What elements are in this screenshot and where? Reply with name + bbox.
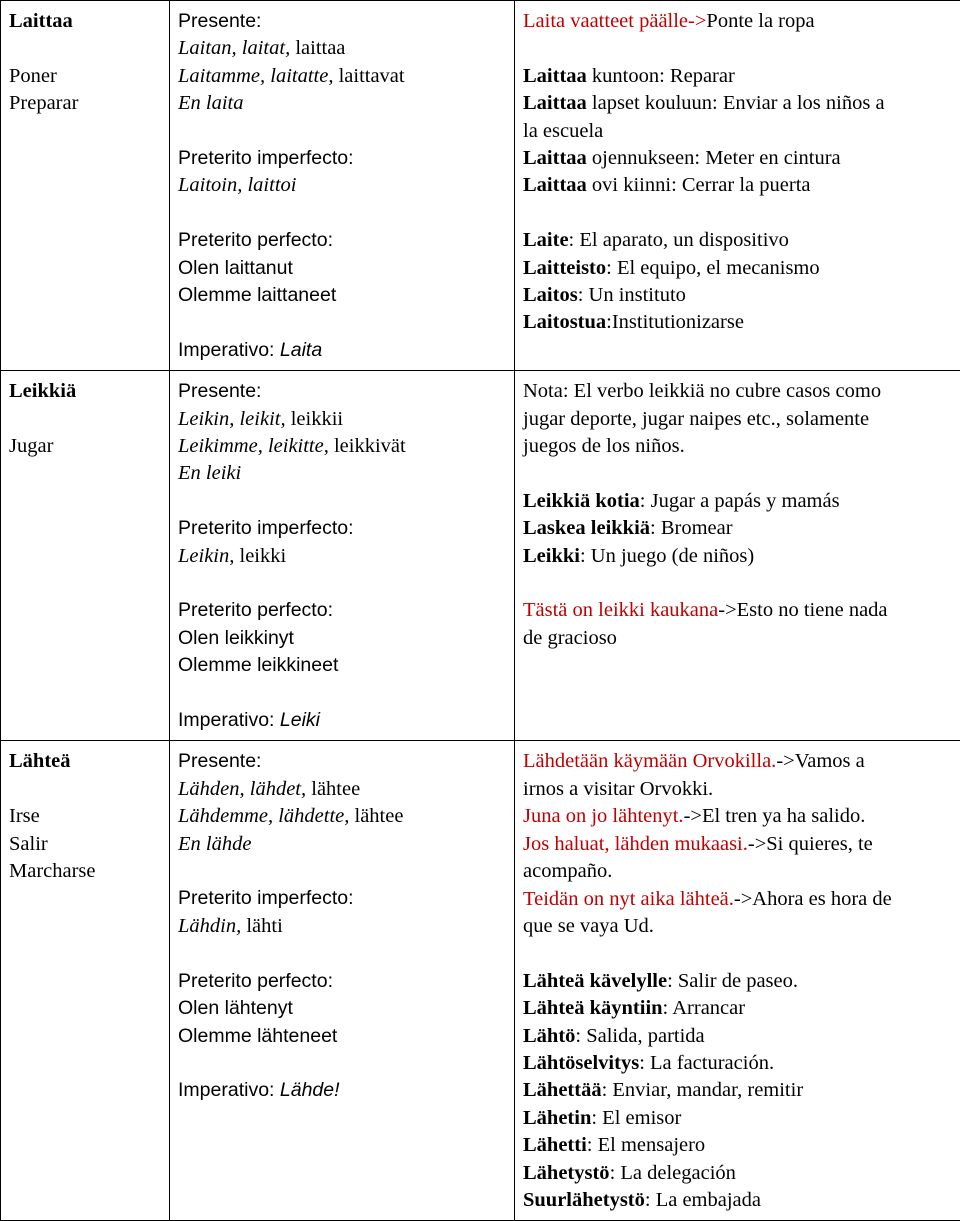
word-cell [1,741,170,1221]
note-text: juegos de los niños. [523,433,952,460]
conj-form: En laita [178,90,506,117]
tense-label: Imperativo: [178,709,274,731]
conj-form: En lähde [178,831,506,858]
term: Lähtöselvitys [523,1052,639,1074]
conj-form: Lähdin, [178,915,241,937]
conj-form: Laitamme, laitatte, [178,65,333,87]
conj-form: Leikimme, leikitte, [178,435,329,457]
definition: : La embajada [645,1189,761,1211]
term: Laittaa [523,147,587,169]
term: Leikki [523,545,580,567]
definition: : Bromear [650,517,733,539]
conj-form: Olen lähtenyt [178,995,506,1022]
example-phrase: Laita vaatteet päälle-> [523,10,706,32]
definition: : Un instituto [578,284,686,306]
notes-cell [515,371,960,741]
conj-form: Olemme laittaneet [178,282,506,309]
conj-form: Lähdemme, lähdette, [178,805,349,827]
word-cell [1,1,170,371]
term: Laittaa [523,174,587,196]
example-phrase: Lähdetään käymään Orvokilla. [523,750,776,772]
definition: la escuela [523,118,952,145]
tense-label: Preterito perfecto: [178,227,506,254]
definition: ovi kiinni: Cerrar la puerta [587,174,811,196]
term: Lähteä käyntiin [523,997,663,1019]
verb-term: Leikkiä [9,378,161,405]
example-translation: ->El tren ya ha salido. [684,805,866,827]
conjugation-cell [170,741,515,1221]
term: Lähteä kävelylle [523,970,667,992]
table-row [1,371,960,741]
conj-form: Olemme lähteneet [178,1023,506,1050]
term: Lähetystö [523,1162,610,1184]
definition: kuntoon: Reparar [587,65,735,87]
verb-meaning: Salir [9,831,161,858]
example-translation: ->Vamos a [776,750,864,772]
tense-label: Preterito imperfecto: [178,885,506,912]
conj-form: lähtee [349,805,403,827]
definition: :Institutionizarse [606,311,744,333]
conj-form: laittaa [290,37,345,59]
conj-form: lähti [241,915,283,937]
conj-form: Leiki [280,709,320,731]
tense-label: Imperativo: [178,1079,274,1101]
conjugation-cell [170,371,515,741]
verb-meaning: Preparar [9,90,161,117]
definition: : Salir de paseo. [667,970,798,992]
verb-term: Laittaa [9,8,161,35]
verb-meaning: Poner [9,63,161,90]
conj-form: leikki [234,545,286,567]
notes-cell [515,741,960,1221]
conj-form: Laitoin, laittoi [178,174,296,196]
conj-form: Leikin, leikit, [178,408,286,430]
term: Lähettää [523,1079,602,1101]
term: Laittaa [523,92,587,114]
example-translation: acompaño. [523,858,952,885]
conjugation-cell [170,1,515,371]
term: Lähetin [523,1107,591,1129]
definition: : El aparato, un dispositivo [569,229,789,251]
definition: : Jugar a papás y mamás [640,490,840,512]
notes-cell [515,1,960,371]
tense-label: Preterito imperfecto: [178,515,506,542]
example-translation: que se vaya Ud. [523,913,952,940]
example-phrase: Jos haluat, lähden mukaasi. [523,833,748,855]
definition: : Arrancar [663,997,746,1019]
verb-meaning: Marcharse [9,858,161,885]
note-text: Nota: El verbo leikkiä no cubre casos como [523,378,952,405]
conj-form: Lähde! [280,1079,340,1101]
term: Laitteisto [523,257,606,279]
definition: : La delegación [610,1162,736,1184]
definition: : Enviar, mandar, remitir [602,1079,804,1101]
tense-label: Imperativo: [178,339,274,361]
tense-label: Preterito imperfecto: [178,145,506,172]
example-phrase: Juna on jo lähtenyt. [523,805,684,827]
term: Leikkiä kotia [523,490,640,512]
tense-label: Presente: [178,748,506,775]
definition: : El equipo, el mecanismo [606,257,820,279]
conj-form: laittavat [333,65,404,87]
note-text: jugar deporte, jugar naipes etc., solamente [523,406,952,433]
term: Suurlähetystö [523,1189,645,1211]
word-cell [1,371,170,741]
example-translation: ->Si quieres, te [748,833,873,855]
definition: : Un juego (de niños) [580,545,754,567]
verb-meaning: Jugar [9,433,161,460]
example-translation: Ponte la ropa [706,10,814,32]
tense-label: Preterito perfecto: [178,597,506,624]
definition: ojennukseen: Meter en cintura [587,147,841,169]
tense-label: Presente: [178,8,506,35]
definition: : La facturación. [639,1052,774,1074]
conj-form: Lähden, lähdet, [178,778,306,800]
conj-form: Olemme leikkineet [178,652,506,679]
term: Laittaa [523,65,587,87]
example-phrase: Tästä on leikki kaukana [523,599,718,621]
conj-form: Olen leikkinyt [178,625,506,652]
term: Lähtö [523,1025,575,1047]
table-row [1,741,960,1221]
tense-label: Preterito perfecto: [178,968,506,995]
definition: : El emisor [591,1107,681,1129]
table-row [1,1,960,371]
example-translation: ->Esto no tiene nada [718,599,887,621]
definition: : El mensajero [587,1134,705,1156]
tense-label: Presente: [178,378,506,405]
conj-form: Laitan, laitat, [178,37,290,59]
example-phrase: Teidän on nyt aika lähteä. [523,888,734,910]
conj-form: En leiki [178,460,506,487]
definition: : Salida, partida [575,1025,704,1047]
conj-form: leikkii [286,408,344,430]
conj-form: Laita [280,339,322,361]
term: Lähetti [523,1134,587,1156]
definition: lapset kouluun: Enviar a los niños a [587,92,885,114]
conj-form: leikkivät [329,435,406,457]
term: Laite [523,229,569,251]
term: Laskea leikkiä [523,517,650,539]
conj-form: lähtee [306,778,360,800]
conj-form: Olen laittanut [178,255,506,282]
term: Laitos [523,284,578,306]
verb-term: Lähteä [9,748,161,775]
verb-meaning: Irse [9,803,161,830]
example-translation: de gracioso [523,625,952,652]
term: Laitostua [523,311,606,333]
example-translation: irnos a visitar Orvokki. [523,776,952,803]
example-translation: ->Ahora es hora de [734,888,892,910]
conj-form: Leikin, [178,545,234,567]
